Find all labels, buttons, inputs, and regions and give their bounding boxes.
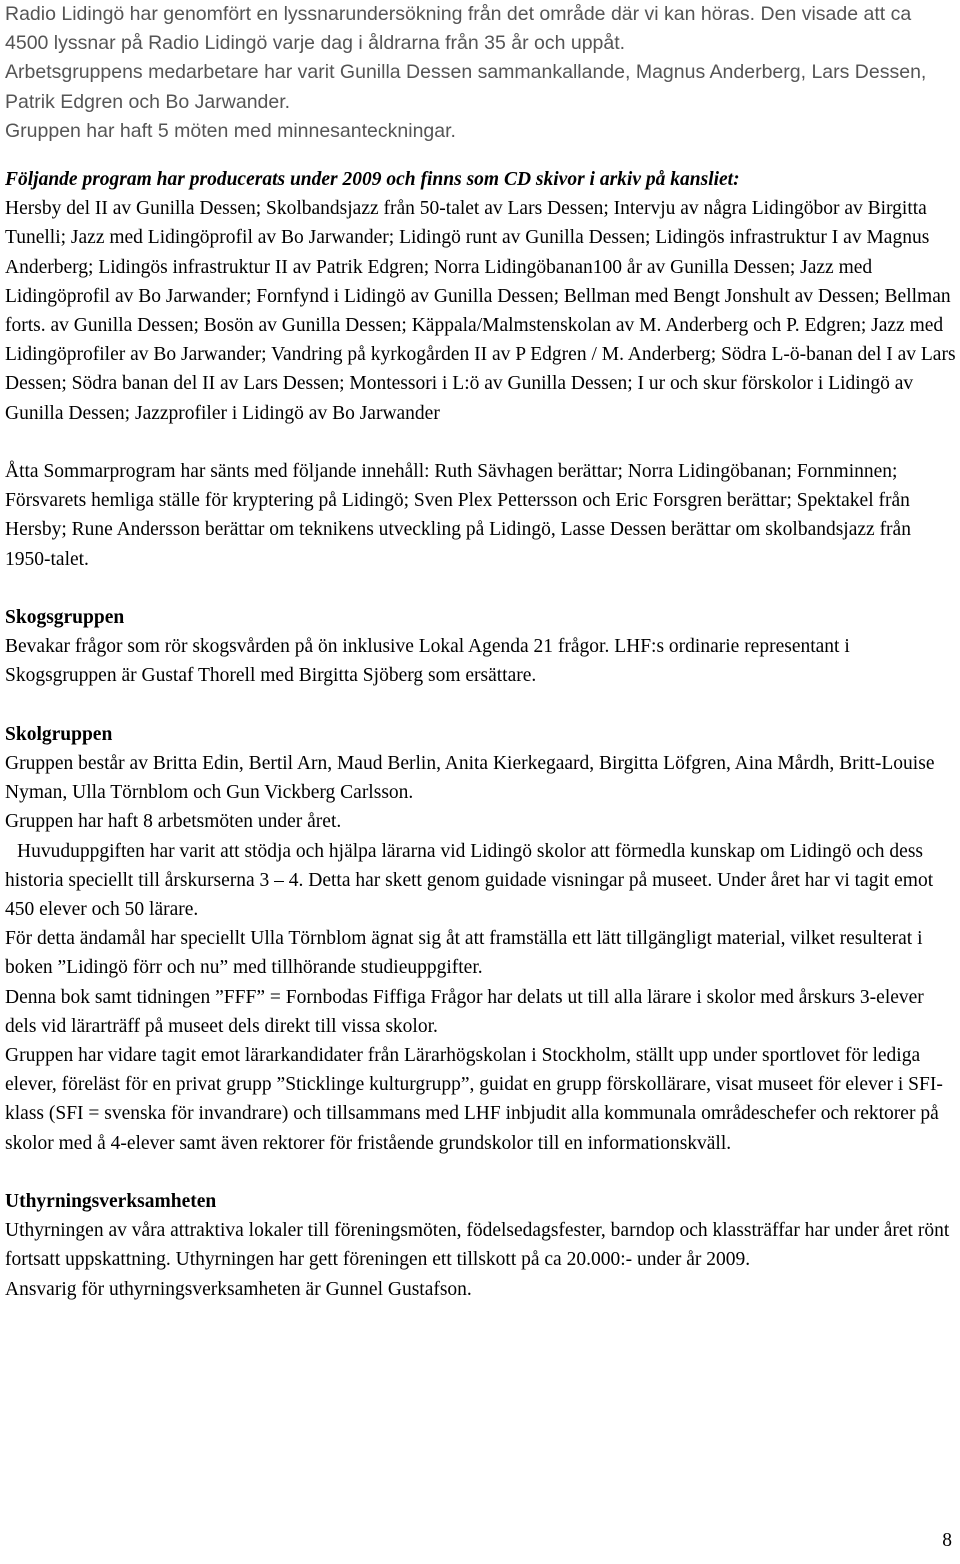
spacer [5,691,957,720]
summer-programs-paragraph: Åtta Sommarprogram har sänts med följande innehåll: Ruth Sävhagen berättar; Norra Lidingöbanan; Fornminnen; Försvarets hemliga ställe för kryptering på Lidingö; Sven Plex Pettersson och Eric Forsgren berättar; Spektakel från Hersby; Rune Andersson berättar om teknikens utveckling på Lidingö, Lasse Dessen berättar om skolbandsjazz från 1950-talet. [5,461,911,570]
programs-heading: Följande program har producerats under 2009 och finns som CD skivor i arkiv på kansliet: [5,169,740,191]
skolgruppen-fff: Denna bok samt tidningen ”FFF” = Fornbodas Fiffiga Frågor har delats ut till alla lärare i skolor med årskurs 3-elever dels vid lärarträff på museet dels direkt till vissa skolor. [5,986,924,1037]
intro-meetings-paragraph: Gruppen har haft 5 möten med minnesanteckningar. [5,119,456,142]
page-number: 8 [942,1530,952,1551]
intro-members-paragraph: Arbetsgruppens medarbetare har varit Gunilla Dessen sammankallande, Magnus Anderberg, Lars Dessen, Patrik Edgren och Bo Jarwander. [5,61,927,113]
intro-survey-paragraph: Radio Lidingö har genomfört en lyssnarundersökning från det område där vi kan höras. Den visade att ca 4500 lyssnar på Radio Lidingö varje dag i åldrarna från 35 år och uppåt. [5,3,912,55]
document-page [5,0,957,1304]
skolgruppen-meetings: Gruppen har haft 8 arbetsmöten under året. [5,811,342,833]
spacer [5,574,957,603]
uthyrning-responsible: Ansvarig för uthyrningsverksamheten är Gunnel Gustafson. [5,1278,472,1300]
uthyrning-heading: Uthyrningsverksamheten [5,1191,217,1213]
spacer [5,1158,957,1187]
skolgruppen-members: Gruppen består av Britta Edin, Bertil Arn, Maud Berlin, Anita Kierkegaard, Birgitta Löfgren, Aina Mårdh, Britt-Louise Nyman, Ulla Törnblom och Gun Vickberg Carlsson. [5,753,935,804]
skolgruppen-book: För detta ändamål har speciellt Ulla Törnblom ägnat sig åt att framställa ett lätt tillgängligt material, vilket resulterat i boken ”Lidingö förr och nu” med tillhörande studieuppgifter. [5,928,923,979]
spacer [5,428,957,457]
skolgruppen-more: Gruppen har vidare tagit emot lärarkandidater från Lärarhögskolan i Stockholm, ställt upp under sportlovet för lediga elever, föreläst för en privat grupp ”Sticklinge kulturgrupp”, guidat en grupp förskollärare, visat museet för elever i SFI-klass (SFI = svenska för invandrare) och tillsammans med LHF inbjudit alla kommunala områdeschefer och rektorer på skolor med å 4-elever samt även rektorer för fristående grundskolor till en informationskväll. [5,1045,943,1154]
uthyrning-body: Uthyrningen av våra attraktiva lokaler till föreningsmöten, födelsedagsfester, barndop och klassträffar har under året rönt fortsatt uppskattning. Uthyrningen har gett föreningen ett tillskott på ca 20.000:- under år 2009. [5,1220,950,1271]
skogsgruppen-heading: Skogsgruppen [5,607,125,629]
skolgruppen-heading: Skolgruppen [5,723,113,745]
programs-list: Hersby del II av Gunilla Dessen; Skolbandsjazz från 50-talet av Lars Dessen; Intervju av några Lidingöbor av Birgitta Tunelli; Jazz med Lidingöprofil av Bo Jarwander; Lidingö runt av Gunilla Dessen; Lidingös infrastruktur I av Magnus Anderberg; Lidingös infrastruktur II av Patrik Edgren; Norra Lidingöbanan100 år av Gunilla Dessen; Jazz med Lidingöprofil av Bo Jarwander; Fornfynd i Lidingö av Gunilla Dessen; Bellman med Bengt Jonshult av Dessen; Bellman forts. av Gunilla Dessen; Bosön av Gunilla Dessen; Käppala/Malmstenskolan av M. Anderberg och P. Edgren; Jazz med Lidingöprofiler av Bo Jarwander; Vandring på kyrkogården II av P Edgren / M. Anderberg; Södra L-ö-banan del I av Lars Dessen; Södra banan del II av Lars Dessen; Montessori i L:ö av Gunilla Dessen; I ur och skur förskolor i Lidingö av Gunilla Dessen; Jazzprofiler i Lidingö av Bo Jarwander [5,198,956,424]
intro-section [5,0,957,146]
skogsgruppen-body: Bevakar frågor som rör skogsvården på ön inklusive Lokal Agenda 21 frågor. LHF:s ordinarie representant i Skogsgruppen är Gustaf Thorell med Birgitta Sjöberg som ersättare. [5,636,850,687]
skolgruppen-task: Huvuduppgiften har varit att stödja och hjälpa lärarna vid Lidingö skolor att förmedla kunskap om Lidingö och dess historia speciellt till årskurserna 3 – 4. Detta har skett genom guidade visningar på museet. Under året har vi tagit emot 450 elever och 50 lärare. [5,840,934,921]
